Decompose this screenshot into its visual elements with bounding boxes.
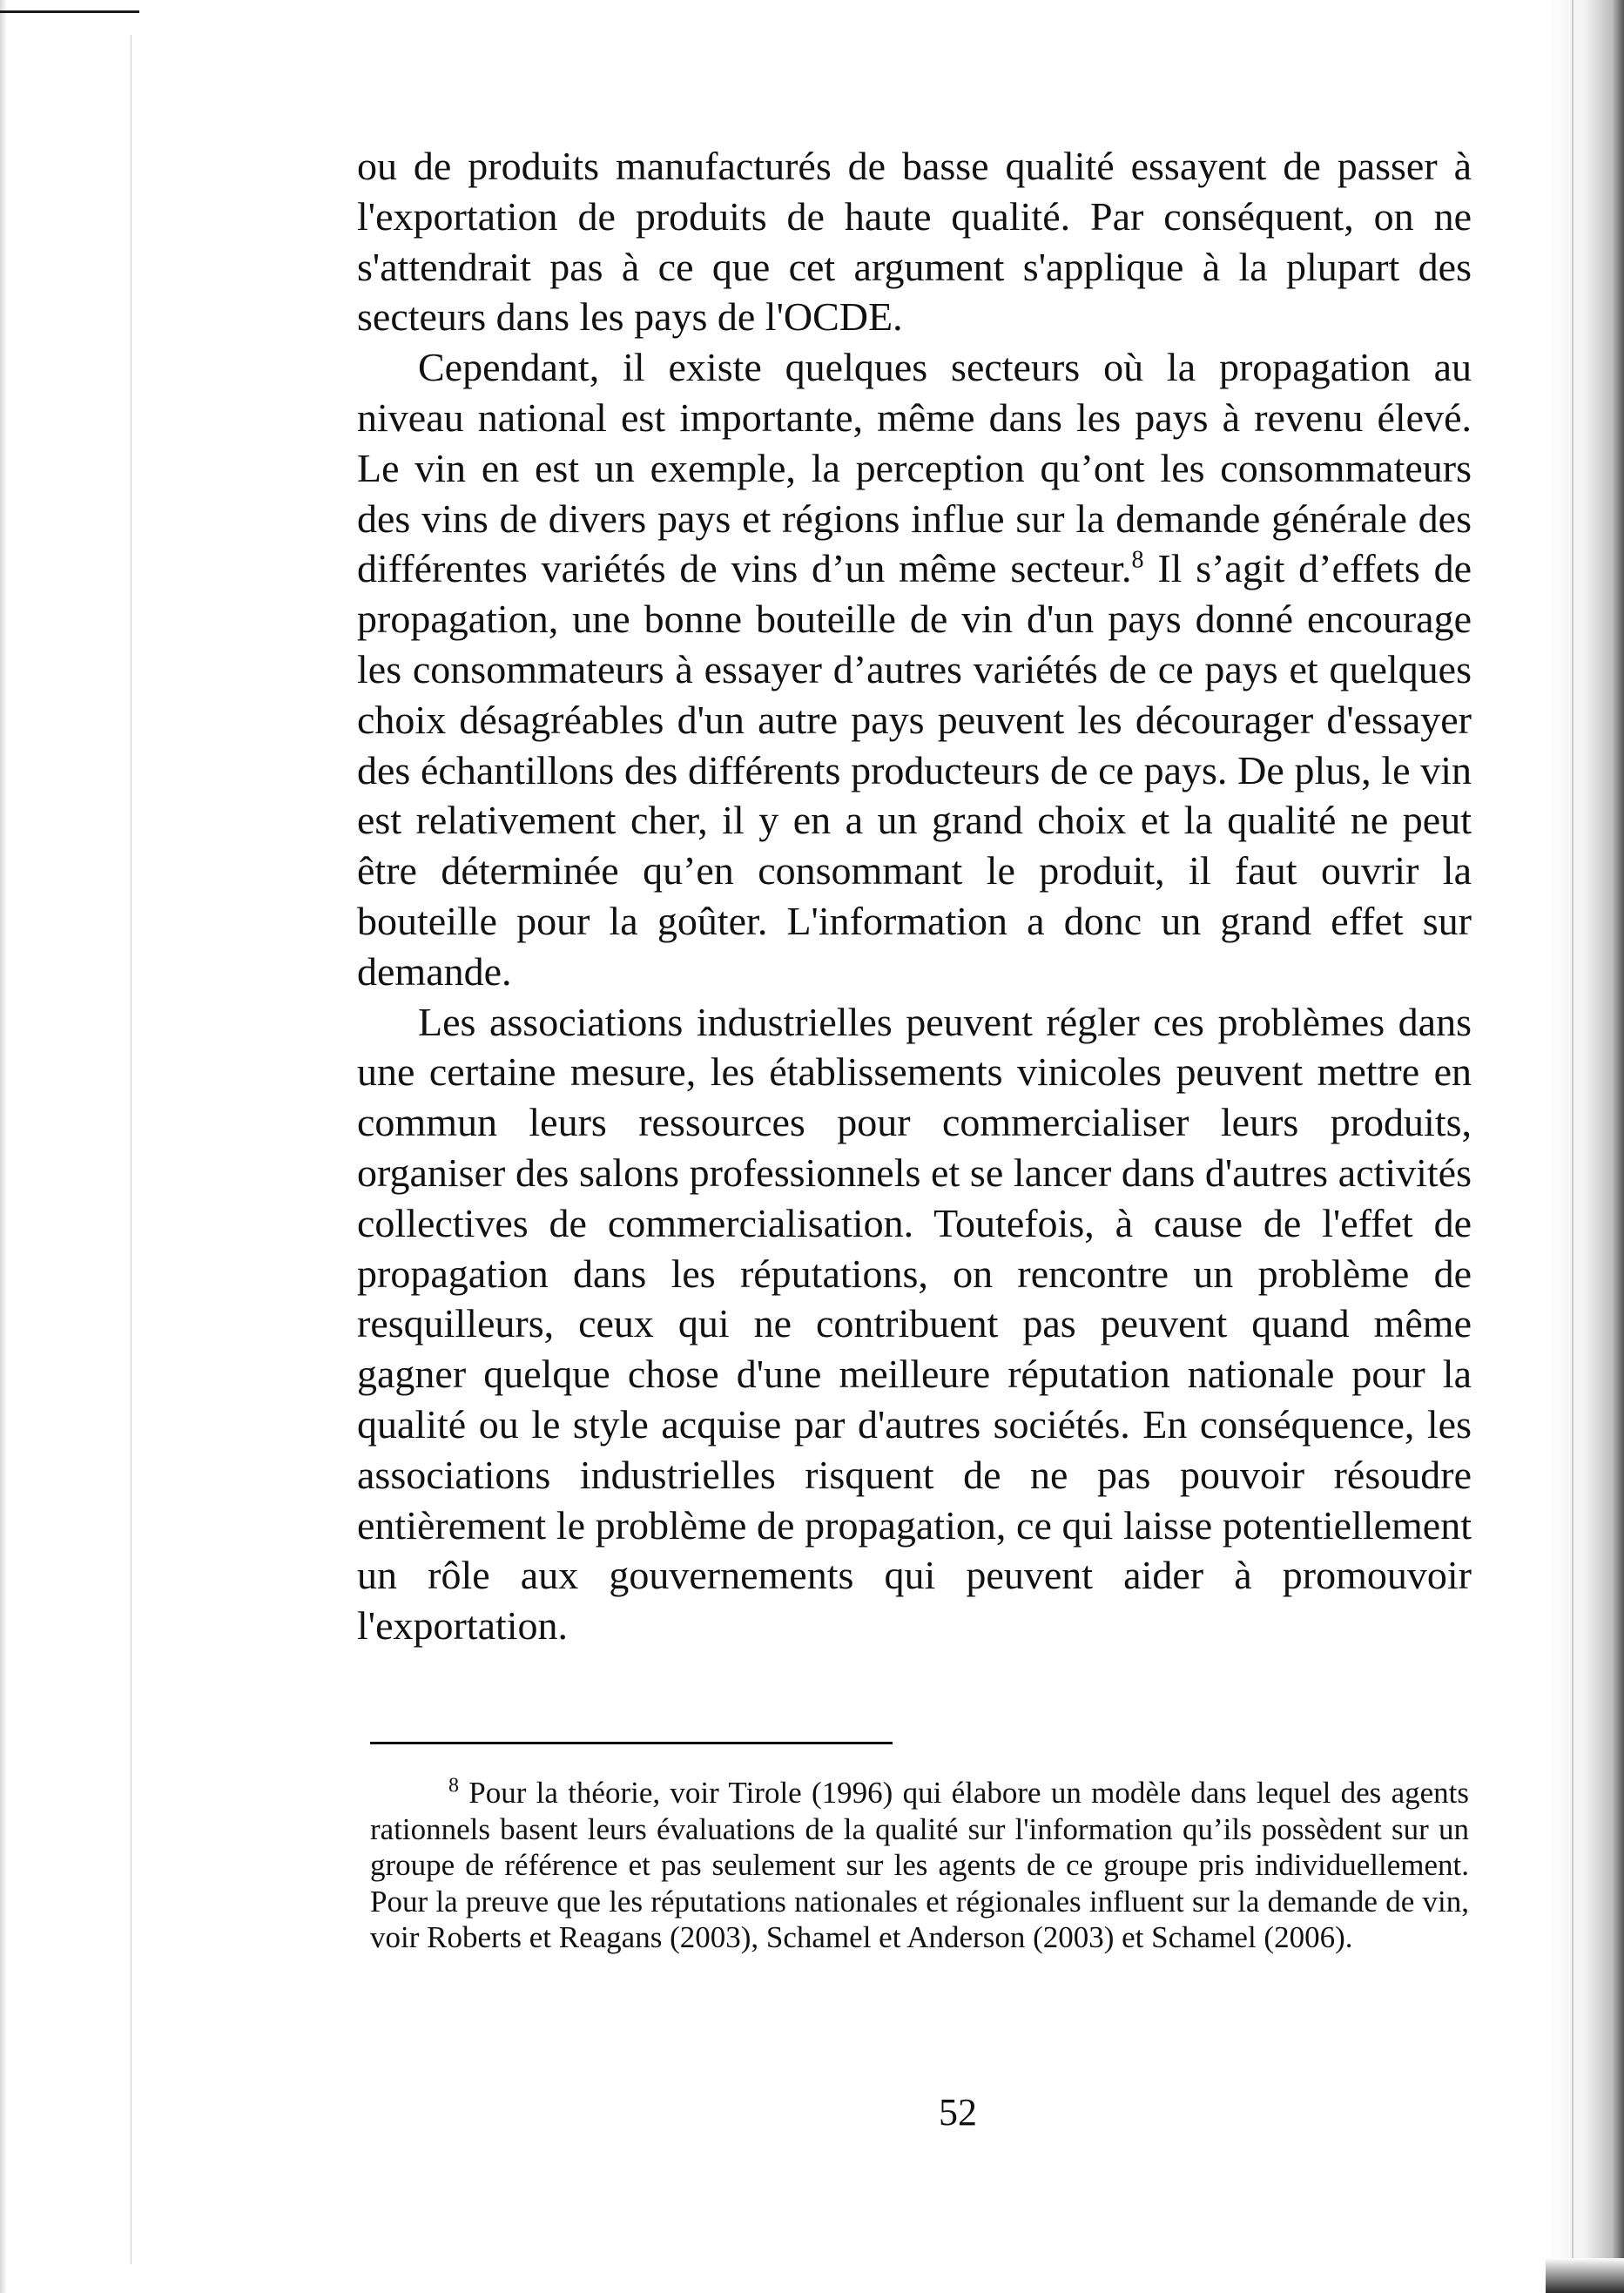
scan-top-left-mark — [0, 10, 139, 13]
scan-right-line — [1572, 0, 1573, 2293]
footnote-number: 8 — [448, 1774, 459, 1797]
footnote-text: Pour la théorie, voir Tirole (1996) qui élabore un modèle dans lequel des agents rationnels basent leurs évaluations de la qualité sur l'information qu’ils possèdent sur un groupe de référence et pas seulement sur les agents de ce groupe pris individuellement. Pour la preuve que les réputations nationales et régionales influent sur la demande de vin, voir Roberts et Reagans (2003), Schamel et Anderson (2003) et Schamel (2006). — [370, 1776, 1469, 1954]
paragraph-2-part-a: Cependant, il existe quelques secteurs où la propagation au niveau national est importante, même dans les pays à revenu élevé. Le vin en est un exemple, la perception qu’ont les consommateurs des vins de divers pays et régions influe sur la demande générale des différentes variétés de vins d’un même secteur. — [357, 345, 1472, 591]
paragraph-3: Les associations industrielles peuvent régler ces problèmes dans une certaine mesure, les établissements vinicoles peuvent mettre en commun leurs ressources pour commercialiser leurs produits, organiser des salons professionnels et se lancer dans d'autres activités collectives de commercialisation. Toutefois, à cause de l'effet de propagation dans les réputations, on rencontre un problème de resquilleurs, ceux qui ne contribuent pas peuvent quand même gagner quelque chose d'une meilleure réputation nationale pour la qualité ou le style acquise par d'autres sociétés. En conséquence, les associations industrielles risquent de ne pas pouvoir résoudre entièrement le problème de propagation, ce qui laisse potentiellement un rôle aux gouvernements qui peuvent aider à promouvoir l'exportation. — [357, 999, 1472, 1649]
paragraph-1: ou de produits manufacturés de basse qualité essayent de passer à l'exportation de produits de haute qualité. Par conséquent, on ne s'attendrait pas à ce que cet argument s'applique à la plupart des secteurs dans les pays de l'OCDE. — [357, 144, 1472, 340]
body-text — [357, 141, 1472, 1651]
footnote-reference: 8 — [1131, 547, 1144, 575]
paragraph-2 — [357, 342, 1472, 996]
footnote — [370, 1775, 1469, 1956]
footnote-separator — [370, 1742, 893, 1744]
page-number: 52 — [939, 2091, 977, 2134]
scan-corner — [1546, 2258, 1624, 2293]
scan-left-edge — [0, 0, 7, 2293]
paragraph-2-part-b: Il s’agit d’effets de propagation, une bonne bouteille de vin d'un pays donné encourage les consommateurs à essayer d’autres variétés de ce pays et quelques choix désagréables d'un autre pays peuvent les décourager d'essayer des échantillons des différents producteurs de ce pays. De plus, le vin est relativement cher, il y en a un grand choix et la qualité ne peut être déterminée qu’en consommant le produit, il faut ouvrir la bouteille pour la goûter. L'information a donc un grand effet sur demande. — [357, 546, 1472, 994]
scan-right-edge — [1546, 0, 1624, 2293]
